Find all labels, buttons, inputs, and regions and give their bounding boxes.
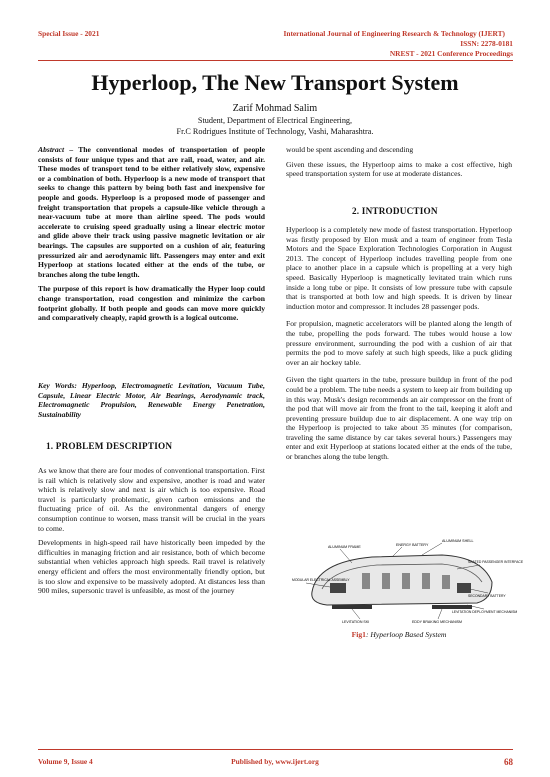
section-2-heading: 2. INTRODUCTION: [352, 206, 438, 216]
figure-caption-number: Fig1: [351, 630, 366, 639]
figure-label-passenger-interface: SEATED PASSENGER INTERFACE: [468, 560, 524, 564]
figure-label-secondary-battery: SECONDARY BATTERY: [468, 594, 506, 598]
header-conference: NREST - 2021 Conference Proceedings: [389, 49, 513, 58]
section-2-body: [286, 225, 512, 467]
figure-label-frame: ALUMINUM FRAME: [328, 545, 361, 549]
abstract-label: Abstract –: [38, 145, 74, 154]
abstract-paragraph-2: The purpose of this report is how dramatically the Hyper loop could change transportation, road congestion and minimize the carbon footprint globally. If both people and goods can move more quickly and comparatively cheaply, rapid growth is a logical outcome.: [38, 284, 265, 323]
header-rule: [38, 60, 513, 61]
figure-label-shell: ALUMINUM SHELL: [442, 539, 474, 543]
section-1-paragraph-2: Developments in high-speed rail have historically been impeded by the difficulties in managing friction and air resistance, both of which become substantial when vehicles approach high speeds. Rail travel is relatively energy efficient and offers the most environmentally friendly option, but is too slow and expensive to be massively adopted. At distances less than 900 miles, supersonic travel is unfeasible, as most of the journey: [38, 538, 265, 596]
issues-paragraph: Given these issues, the Hyperloop aims to make a cost effective, high speed transportation system for use at moderate distances.: [286, 159, 512, 179]
figure-label-levitation-ski: LEVITATION SKI: [342, 620, 370, 624]
hyperloop-pod-figure: [292, 537, 524, 627]
footer-publisher: Published by, www.ijert.org: [231, 757, 319, 766]
figure-caption: [286, 630, 512, 639]
footer-rule: [38, 749, 513, 750]
figure-label-electrical-assembly: MODULAR ELECTRICAL ASSEMBLY: [292, 578, 350, 582]
figure-label-eddy-braking: EDDY BRAKING MECHANISM: [412, 620, 463, 624]
abstract: [38, 145, 265, 328]
figure-caption-text: : Hyperloop Based System: [365, 630, 447, 639]
section-2-paragraph-2: For propulsion, magnetic accelerators will be planted along the length of the tube, propelling the pods forward. The tubes would house a low pressure environment, surrounding the pod with a cushion of air that permits the pod to move safely at such high speeds, like a puck gliding over an air hockey table.: [286, 319, 512, 367]
footer-volume: Volume 9, Issue 4: [38, 757, 93, 766]
header-journal: International Journal of Engineering Research & Technology (IJERT): [283, 29, 505, 38]
paper-title: Hyperloop, The New Transport System: [91, 70, 459, 95]
figure-label-energy-battery: ENERGY BATTERY: [396, 543, 429, 547]
right-column-top: [286, 145, 512, 184]
header-issn: ISSN: 2278-0181: [460, 39, 513, 48]
keywords: Key Words: Hyperloop, Electromagnetic Levitation, Vacuum Tube, Capsule, Linear Electric Motor, Air Bearings, Aerodynamic track, Electromagnetic Propulsion, Renewable Energy Penetration, Sustainability: [38, 381, 265, 419]
affiliation-line-1: Student, Department of Electrical Engineering,: [197, 116, 353, 125]
page-number: 68: [504, 757, 513, 767]
continued-paragraph: would be spent ascending and descending: [286, 145, 414, 154]
header-left: Special Issue - 2021: [38, 29, 100, 38]
author-name: Zarif Mohmad Salim: [232, 103, 318, 114]
section-2-paragraph-1: Hyperloop is a completely new mode of fastest transportation. Hyperloop was firstly proposed by Elon musk and a team of engineer from Tesla Motors and the Space Exploration Technologies Corporation in August 2013. The concept of Hyperloop includes travelling people from one place to another place in a capsule which is propelling at a very high speed. Basically Hyperloop is magnetically levitated train which runs inside a long tube or pipe. It consists of low pressure tube with capsule that is transported at both low and high speeds. It is driven by linear induction motor and compressor. It includes 28 passenger pods.: [286, 225, 512, 311]
section-1-body: [38, 466, 265, 601]
section-2-paragraph-3: Given the tight quarters in the tube, pressure buildup in front of the pod could be a problem. The tube needs a system to keep air from building up in this way. Musk's design recommends an air compressor on the front of the pod that will move air from the front to the tail, keeping it aloft and preventing pressure buildup due to air displacement. A one way trip on the Hyperloop is projected to take about 35 minutes (for comparison, traveling the same distance by car takes several hours.) Passengers may enter and exit Hyperloop at stations located either at the ends of the tube, or branches along the tube length.: [286, 375, 512, 462]
section-1-heading: 1. PROBLEM DESCRIPTION: [46, 441, 173, 451]
section-1-paragraph-1: As we know that there are four modes of conventional transportation. First is rail which is relatively slow and expensive, another is road and water which is relatively slow and next is air which is too expensive. Road travel is particularly problematic, given carbon emissions and the fluctuating price of oil. As the environmental dangers of energy consumption continue to worsen, mass transit will be crucial in the years to come.: [38, 466, 265, 533]
affiliation-line-2: Fr.C Rodrigues Institute of Technology, Vashi, Maharashtra.: [176, 127, 374, 136]
figure-label-levitation-deployment: LEVITATION DEPLOYMENT MECHANISM: [452, 610, 518, 614]
abstract-paragraph-1: The conventional modes of transportation of people consists of four unique types and that are rail, road, water, and air. These modes of transport tend to be either relatively slow, expensive or a combination of both. Hyperloop is a new mode of transport that seeks to change this pattern by being both fast and inexpensive for people and goods. Hyperloop is a proposed mode of passenger and freight transportation that propels a capsule-like vehicle through a near-vacuum tube at more than airline speed. The pods would accelerate to cruising speed gradually using a linear electric motor and glide above their track using passive magnetic levitation or air bearings. The capsules are supported on a cushion of air, featuring pressurized air and aerodynamic lift. Passengers may enter and exit Hyperloop at stations located either at the ends of the tube, or branches along the tube length.: [38, 145, 266, 279]
